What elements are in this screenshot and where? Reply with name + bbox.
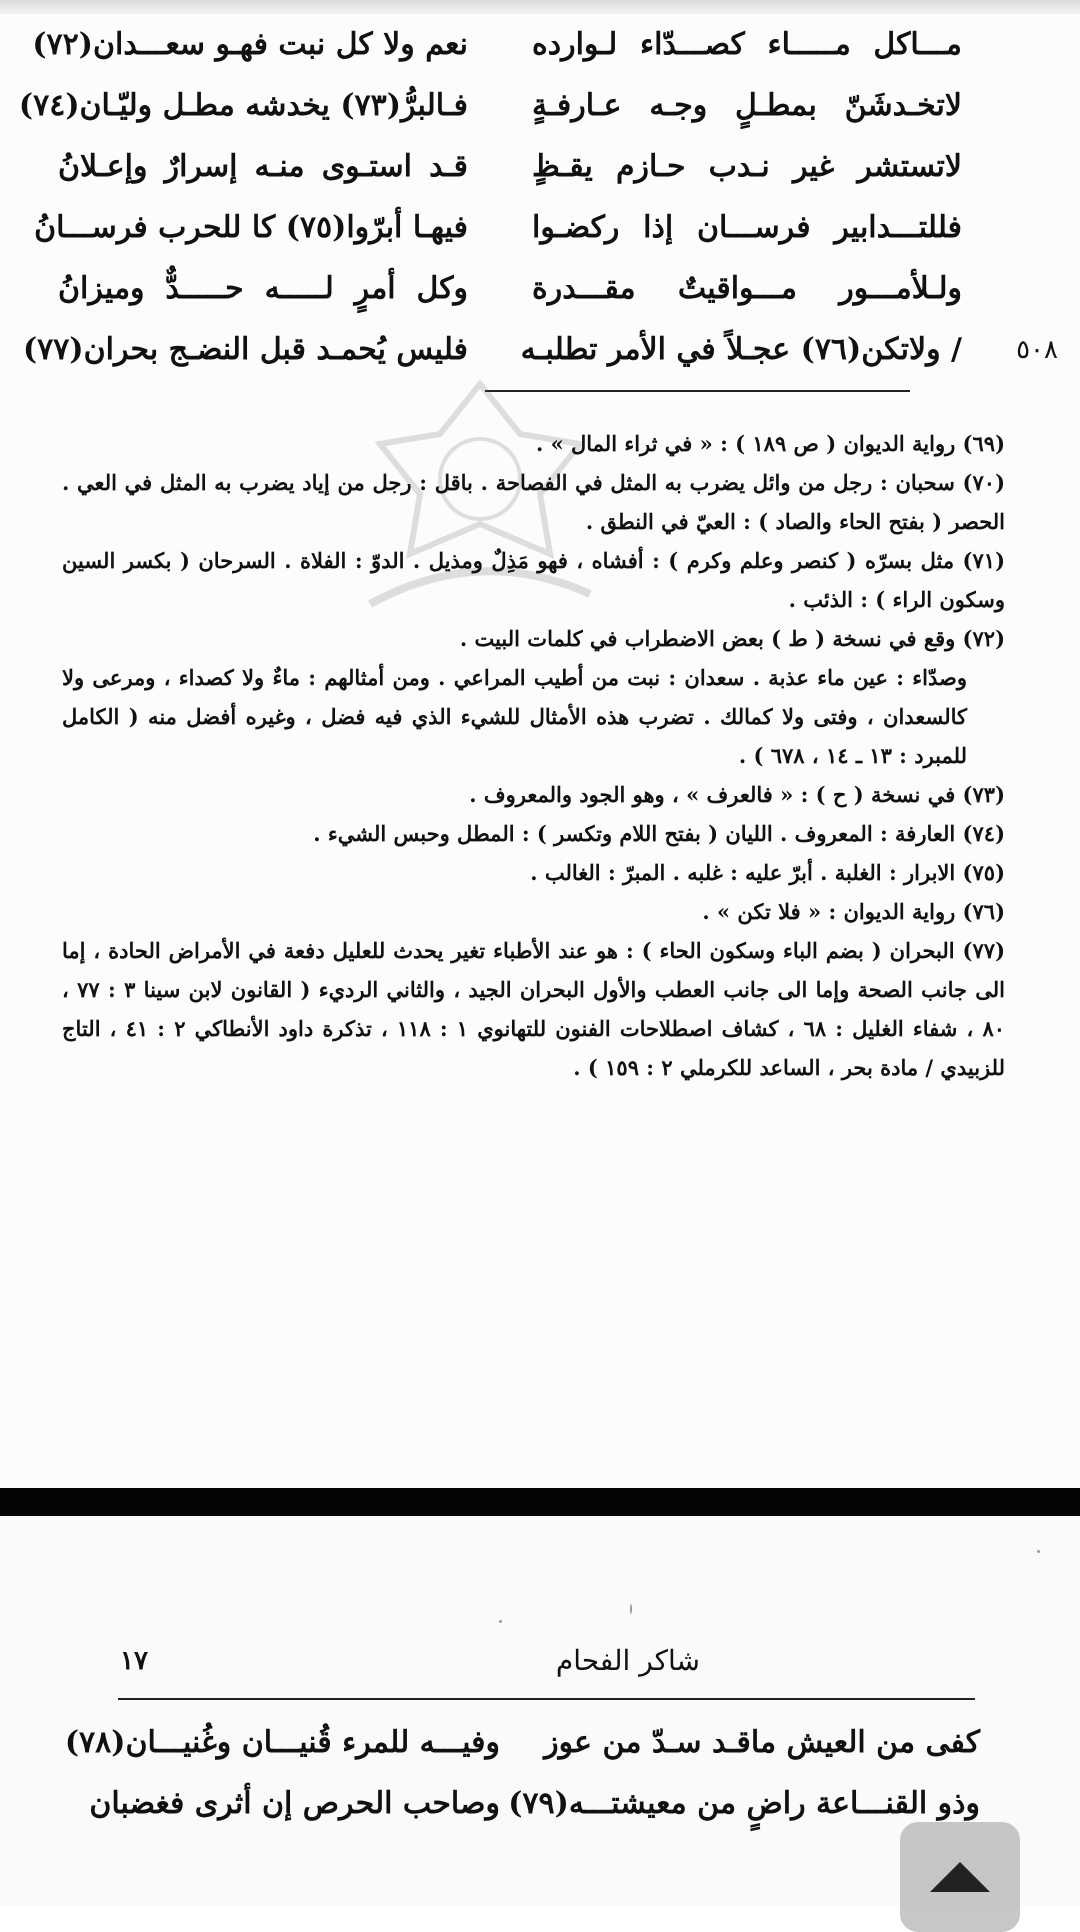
verse-first-hemistich: وذو القنـــاعة راضٍ من معيشتـــه(٧٩) [508,1786,980,1821]
scroll-to-top-button[interactable] [900,1822,1020,1932]
verse-second-hemistich: فيهـا أبرّوا(٧٥) كا للحرب فرســـانُ [34,210,468,245]
verse-row [64,1712,980,1773]
verse-row [18,75,1022,136]
verse-block [64,1712,980,1834]
verse-first-hemistich: فللتـــدابير فرســـان إذا ركضـوا [532,210,962,245]
scan-speck [630,1604,632,1614]
verse-first-hemistich: كفى من العيش ماقـد سـدّ من عوز [544,1725,980,1760]
scan-speck [499,1620,502,1623]
verse-row [58,136,1022,197]
verse-first-hemistich: مـــاكل مـــــاء كصـــدّاء لـوارده [532,27,962,62]
verse-row [89,1773,980,1834]
footnote: (٦٩) رواية الديوان ( ص ١٨٩ ) : « في ثراء المال » . [535,431,1005,456]
footnote: (٧٧) البحران ( بضم الباء وسكون الحاء ) : هو عند الأطباء تغير يحدث للعليل دفعة في الأمراض الحادة ، إما الى جانب الصحة وإما الى جانب العطب والأول البحران الجيد ، والثاني الرديء ( القانون لابن سينا ٣ : ٧٧ ، ٨٠ ، شفاء الغليل : ٦٨ ، كشاف اصطلاحات الفنون للتهانوي ١ : ١١٨ ، تذكرة داود الأنطاكي ٢ : ٤١ ، التاج للزبيدي / مادة بحر ، الساعد للكرملي ٢ : ١٥٩ ) . [62,938,1006,1080]
running-header [120,1644,980,1688]
top-strip [0,0,1080,14]
footnote: (٧١) مثل بسرّه ( كنصر وعلم وكرم ) : أفشاه ، فهو مَذِلٌ ومذيل . الدوّ : الفلاة . السرحان ( بكسر السين وسكون الراء ) : الذئب . [62,548,1005,612]
page-number: ٥٠٨ [1016,334,1058,365]
verse-first-hemistich: / ولاتكن(٧٦) عجـلاً في الأمر تطلبـه [520,332,962,367]
verse-second-hemistich: قـد استـوى منـه إسرارٌ وإعـلانُ [58,149,468,184]
verse-block [18,14,1058,380]
verse-row [34,197,1022,258]
verse-row [22,319,1058,380]
header-rule [118,1698,975,1700]
verse-second-hemistich: وكل أمرٍ لـــــه حـــــدٌّ وميزانُ [58,271,468,306]
scan-speck [1037,1550,1040,1553]
triangle-up-icon [930,1862,990,1892]
footnote-continuation: وصدّاء : عين ماء عذبة . سعدان : نبت من أطيب المراعي . ومن أمثالهم : ماءٌ ولا كصداء ، ومرعى ولا كالسعدان ، وفتى ولا كمالك . تضرب هذه الأمثال للشيء الذي فيه فضل ، وغيره أفضل منه ( الكامل للمبرد : ١٣ ـ ١٤ ، ٦٧٨ ) . [62,665,967,768]
verse-first-hemistich: ولـلأمـــور مـــواقيتٌ مقـــدرة [532,271,962,306]
verse-second-hemistich: فليس يُحمـد قبل النضـج بحران(٧٧) [22,332,468,367]
footnote: (٧٦) رواية الديوان : « فلا تكن » . [702,899,1005,924]
footnote: (٧٠) سحبان : رجل من وائل يضرب به المثل في الفصاحة . باقل : رجل من إياد يضرب به المثل في العي . الحصر ( بفتح الحاء والصاد ) : العيّ في النطق . [62,470,1005,534]
running-title: شاكر الفحام [555,1644,700,1677]
upper-page [0,14,1080,1488]
verse-second-hemistich: فـالبرُّ(٧٣) يخدشه مطـل وليّـان(٧٤) [18,88,468,123]
verse-second-hemistich: وفيـــه للمرء قُنيـــان وغُنيـــان(٧٨) [64,1725,500,1760]
footnote: (٧٥) الابرار : الغلبة . أبرّ عليه : غلبه . المبرّ : الغالب . [530,860,1005,885]
page-separator [0,1488,1080,1516]
footnote: (٧٤) العارفة : المعروف . الليان ( بفتح اللام وتكسر ) : المطل وحبس الشيء . [313,821,1005,846]
footnote: (٧٣) في نسخة ( ح ) : « فالعرف » ، وهو الجود والمعروف . [469,782,1005,807]
verse-first-hemistich: لاتستشر غير نـدب حـازم يقـظٍ [532,149,962,184]
verse-row [58,258,1022,319]
verse-second-hemistich: نعم ولا كل نبت فهـو سعـــدان(٧٢) [32,27,468,62]
page-number: ١٧ [120,1646,148,1676]
footnotes [62,424,1005,1087]
verse-second-hemistich: وصاحب الحرص إن أثرى فغضبان [89,1786,500,1821]
verse-first-hemistich: لاتخـدشَنّ بمطـلٍ وجـه عـارفـةٍ [532,88,962,123]
verse-row [32,14,1022,75]
footnote: (٧٢) وقع في نسخة ( ط ) بعض الاضطراب في كلمات البيت . [459,626,1005,651]
